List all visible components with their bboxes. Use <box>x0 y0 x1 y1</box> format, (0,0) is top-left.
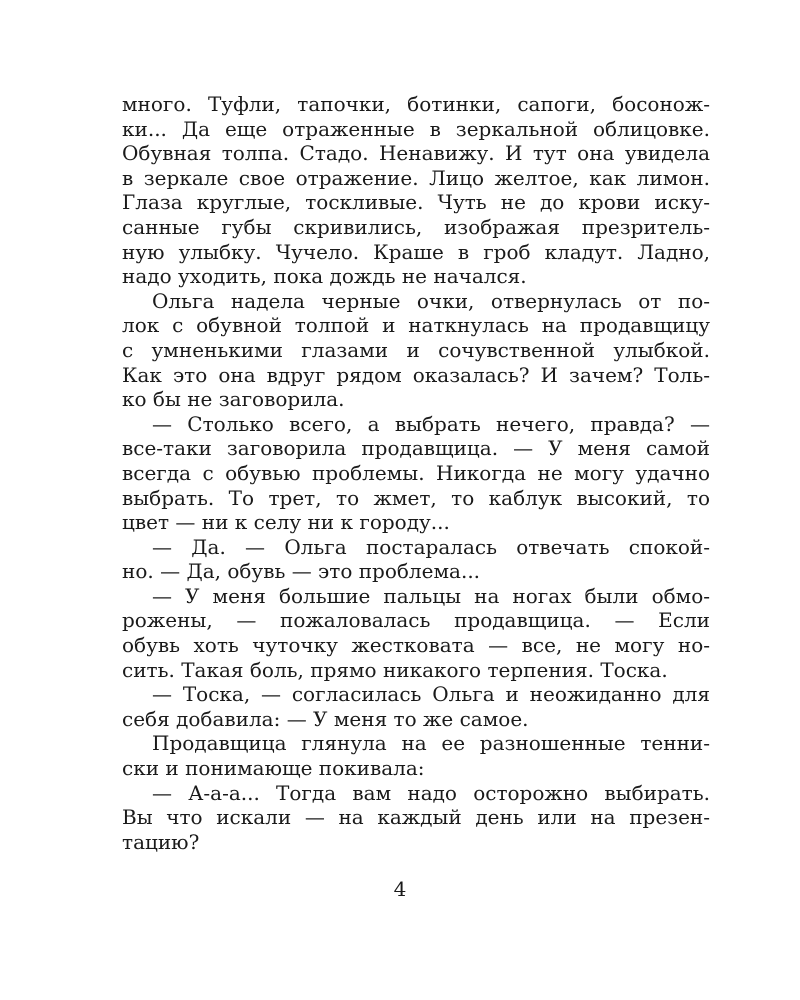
text-line: в зеркале свое отражение. Лицо желтое, как лимон. <box>122 165 710 190</box>
text-line: надо уходить, пока дождь не начался. <box>122 264 527 289</box>
text-line: Обувная толпа. Стадо. Ненавижу. И тут она увидела <box>122 141 710 166</box>
text-line: много. Туфли, тапочки, ботинки, сапоги, босонож- <box>122 92 710 116</box>
text-line: — А-а-а... Тогда вам надо осторожно выбирать. <box>152 780 710 805</box>
text-line: рожены, — пожаловалась продавщица. — Если <box>122 608 710 633</box>
text-line: все-таки заговорила продавщица. — У меня самой <box>122 436 710 461</box>
text-line: цвет — ни к селу ни к городу... <box>122 510 450 535</box>
text-line: санные губы скривились, изображая презритель- <box>122 214 710 239</box>
text-line: себя добавила: — У меня то же самое. <box>122 706 529 731</box>
text-line: обувь хоть чуточку жестковата — все, не могу но- <box>122 633 710 658</box>
text-line: ную улыбку. Чучело. Краше в гроб кладут. Ладно, <box>122 239 710 264</box>
text-line: выбрать. То трет, то жмет, то каблук высокий, то <box>122 485 710 510</box>
paragraph <box>122 535 710 584</box>
text-line: Вы что искали — на каждый день или на презен- <box>122 805 710 830</box>
text-line: сить. Такая боль, прямо никакого терпения. Тоска. <box>122 657 668 682</box>
page-body <box>122 92 710 854</box>
page-number: 4 <box>393 877 407 901</box>
text-line: лок с обувной толпой и наткнулась на продавщицу <box>122 313 710 338</box>
text-line: — Столько всего, а выбрать нечего, правда? — <box>152 411 710 436</box>
paragraph <box>122 781 710 855</box>
paragraph <box>122 412 710 535</box>
text-line: но. — Да, обувь — это проблема... <box>122 559 481 584</box>
paragraph <box>122 682 710 731</box>
paragraph <box>122 92 710 289</box>
text-line: Как это она вдруг рядом оказалась? И зачем? Толь- <box>122 362 710 387</box>
text-line: Продавщица глянула на ее разношенные тенни- <box>152 731 710 756</box>
text-line: Глаза круглые, тоскливые. Чуть не до крови иску- <box>122 190 710 215</box>
text-line: ко бы не заговорила. <box>122 387 345 412</box>
text-line: — Тоска, — согласилась Ольга и неожиданно для <box>152 682 710 707</box>
text-line: — У меня большие пальцы на ногах были обмо- <box>152 583 710 608</box>
text-line: ки... Да еще отраженные в зеркальной облицовке. <box>122 116 710 141</box>
text-line: всегда с обувью проблемы. Никогда не могу удачно <box>122 460 710 485</box>
text-line: Ольга надела черные очки, отвернулась от по- <box>152 288 710 313</box>
paragraph <box>122 584 710 682</box>
paragraph <box>122 289 710 412</box>
text-line: с умненькими глазами и сочувственной улыбкой. <box>122 337 710 362</box>
text-line: ски и понимающе покивала: <box>122 756 425 781</box>
paragraph <box>122 731 710 780</box>
text-line: тацию? <box>122 829 200 854</box>
text-line: — Да. — Ольга постаралась отвечать спокой- <box>152 534 710 559</box>
